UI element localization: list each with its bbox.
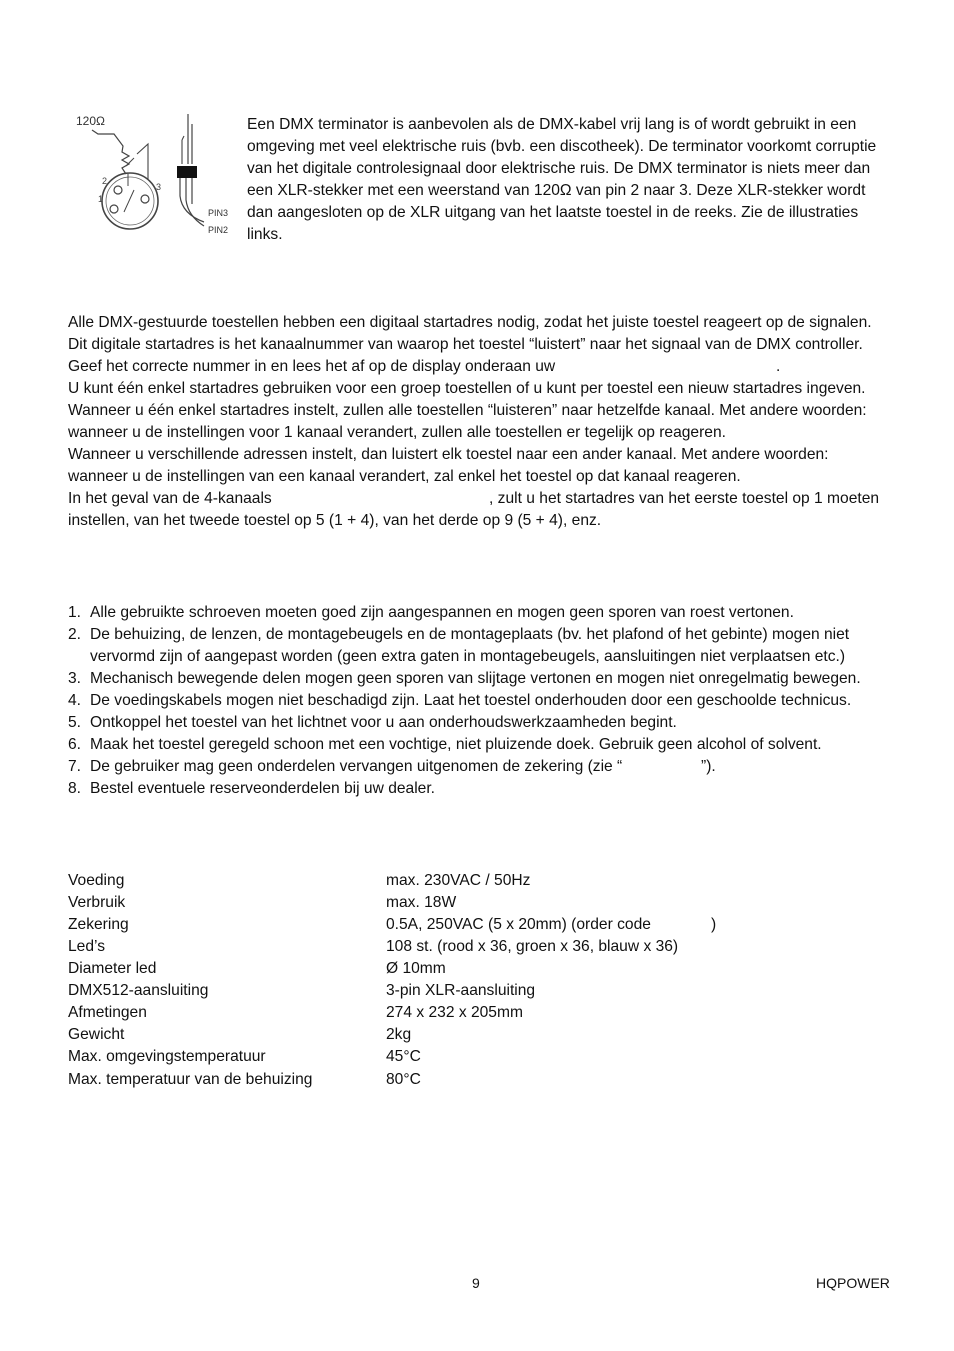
address-line: Geef het correcte nummer in en lees het af op de display onderaan uw [68, 358, 556, 375]
lead-label-pin2: PIN2 [208, 225, 229, 235]
address-line: Alle DMX-gestuurde toestellen hebben een digitaal startadres nodig, zodat het juiste toestel reageert op de signalen. [68, 314, 872, 331]
spec-value: max. 18W [386, 894, 457, 911]
address-line: Wanneer u één enkel startadres instelt, zullen alle toestellen “luisteren” naar hetzelfde kanaal. Met andere woorden: [68, 402, 867, 419]
spec-value: 80°C [386, 1071, 421, 1088]
spec-value: 3-pin XLR-aansluiting [386, 982, 536, 999]
address-line-tail: , zult u het startadres van het eerste toestel op 1 moeten [489, 490, 880, 507]
address-line-period: . [776, 358, 781, 375]
spec-key: Zekering [68, 916, 129, 933]
spec-row [68, 936, 768, 958]
spec-row [68, 980, 768, 1002]
spec-key: Verbruik [68, 894, 126, 911]
spec-value: Ø 10mm [386, 960, 446, 977]
intro-line: van het digitale controlesignaal door elektrische ruis. De DMX terminator is niets meer dan [247, 160, 871, 177]
list-number: 3. [68, 670, 82, 687]
spec-value: 0.5A, 250VAC (5 x 20mm) (order code [386, 916, 651, 933]
spec-row [68, 1024, 768, 1046]
spec-key: Diameter led [68, 960, 157, 977]
list-number: 4. [68, 692, 82, 709]
list-number: 8. [68, 780, 82, 797]
list-number: 5. [68, 714, 82, 731]
list-number: 1. [68, 604, 82, 621]
address-line: Wanneer u verschillende adressen instelt, dan luistert elk toestel naar een ander kanaal. Met andere woorden: [68, 446, 829, 463]
list-text-tail: ”). [701, 758, 716, 775]
spec-row [68, 958, 768, 980]
intro-line: Een DMX terminator is aanbevolen als de DMX-kabel vrij lang is of wordt gebruikt in een [247, 116, 857, 133]
xlr-terminator-drawing [68, 104, 238, 244]
brand-name: HQPOWER [816, 1275, 890, 1291]
list-number: 7. [68, 758, 82, 775]
page-number: 9 [472, 1275, 480, 1291]
spec-value: max. 230VAC / 50Hz [386, 872, 531, 889]
spec-key: Gewicht [68, 1026, 125, 1043]
list-text: Mechanisch bewegende delen mogen geen sporen van slijtage vertonen en mogen niet onregelmatig bewegen. [90, 670, 861, 687]
intro-line: een XLR-stekker met een weerstand van 120Ω van pin 2 naar 3. Deze XLR-stekker wordt [247, 182, 866, 199]
xlr-connector-outline [102, 173, 158, 229]
spec-value: 108 st. (rood x 36, groen x 36, blauw x 36) [386, 938, 679, 955]
list-text: De voedingskabels mogen niet beschadigd zijn. Laat het toestel onderhouden door een geschoolde technicus. [90, 692, 852, 709]
intro-line: omgeving met veel elektrische ruis (bvb. een discotheek). De terminator voorkomt corruptie [247, 138, 877, 155]
list-text: vervormd zijn of aangepast worden (geen extra gaten in montagebeugels, aansluitingen niet verplaatsen etc.) [90, 648, 846, 665]
resistor-label: 120Ω [76, 114, 105, 128]
address-line: wanneer u de instellingen voor 1 kanaal verandert, zullen alle toestellen er tegelijk op reageren. [68, 424, 726, 441]
spec-row [68, 892, 768, 914]
resistor-body [177, 166, 197, 178]
spec-key: DMX512-aansluiting [68, 982, 209, 999]
list-number: 2. [68, 626, 82, 643]
spec-value: 274 x 232 x 205mm [386, 1004, 523, 1021]
pin-label-1: 1 [98, 194, 104, 204]
address-line: Dit digitale startadres is het kanaalnummer van waarop het toestel “luistert” naar het signaal van de DMX controller. [68, 336, 863, 353]
spec-row [68, 870, 768, 892]
address-line: wanneer u de instellingen van een kanaal verandert, zal enkel het toestel op dat kanaal reageren. [68, 468, 741, 485]
spec-value-tail: ) [711, 916, 717, 933]
list-text: De gebruiker mag geen onderdelen vervangen uitgenomen de zekering (zie “ [90, 758, 623, 775]
spec-row [68, 1046, 768, 1068]
spec-value: 45°C [386, 1048, 421, 1065]
intro-line: dan aangesloten op de XLR uitgang van het laatste toestel in de reeks. Zie de illustraties [247, 204, 859, 221]
list-text: Alle gebruikte schroeven moeten goed zijn aangespannen en mogen geen sporen van roest vertonen. [90, 604, 794, 621]
spec-row [68, 1002, 768, 1024]
spec-key: Afmetingen [68, 1004, 147, 1021]
spec-key: Max. omgevingstemperatuur [68, 1048, 266, 1065]
list-text: De behuizing, de lenzen, de montagebeugels en de montageplaats (bv. het plafond of het gebinte) mogen niet [90, 626, 850, 643]
spec-value: 2kg [386, 1026, 412, 1043]
spec-row [68, 1069, 768, 1091]
lead-label-pin3: PIN3 [208, 208, 229, 218]
pin-label-2: 2 [102, 176, 108, 186]
address-line: U kunt één enkel startadres gebruiken voor een groep toestellen of u kunt per toestel een nieuw startadres ingeven. [68, 380, 866, 397]
pin-label-3: 3 [156, 182, 162, 192]
list-text: Ontkoppel het toestel van het lichtnet voor u aan onderhoudswerkzaamheden begint. [90, 714, 677, 731]
list-number: 6. [68, 736, 82, 753]
spec-row [68, 914, 768, 936]
intro-line: links. [247, 226, 283, 243]
spec-key: Voeding [68, 872, 125, 889]
address-line: In het geval van de 4-kanaals [68, 490, 272, 507]
list-text: Maak het toestel geregeld schoon met een vochtige, niet pluizende doek. Gebruik geen alcohol of solvent. [90, 736, 822, 753]
list-text: Bestel eventuele reserveonderdelen bij uw dealer. [90, 780, 436, 797]
dmx-terminator-illustration [68, 104, 238, 244]
spec-key: Max. temperatuur van de behuizing [68, 1071, 313, 1088]
spec-key: Led’s [68, 938, 105, 955]
address-line: instellen, van het tweede toestel op 5 (1 + 4), van het derde op 9 (5 + 4), enz. [68, 512, 602, 529]
